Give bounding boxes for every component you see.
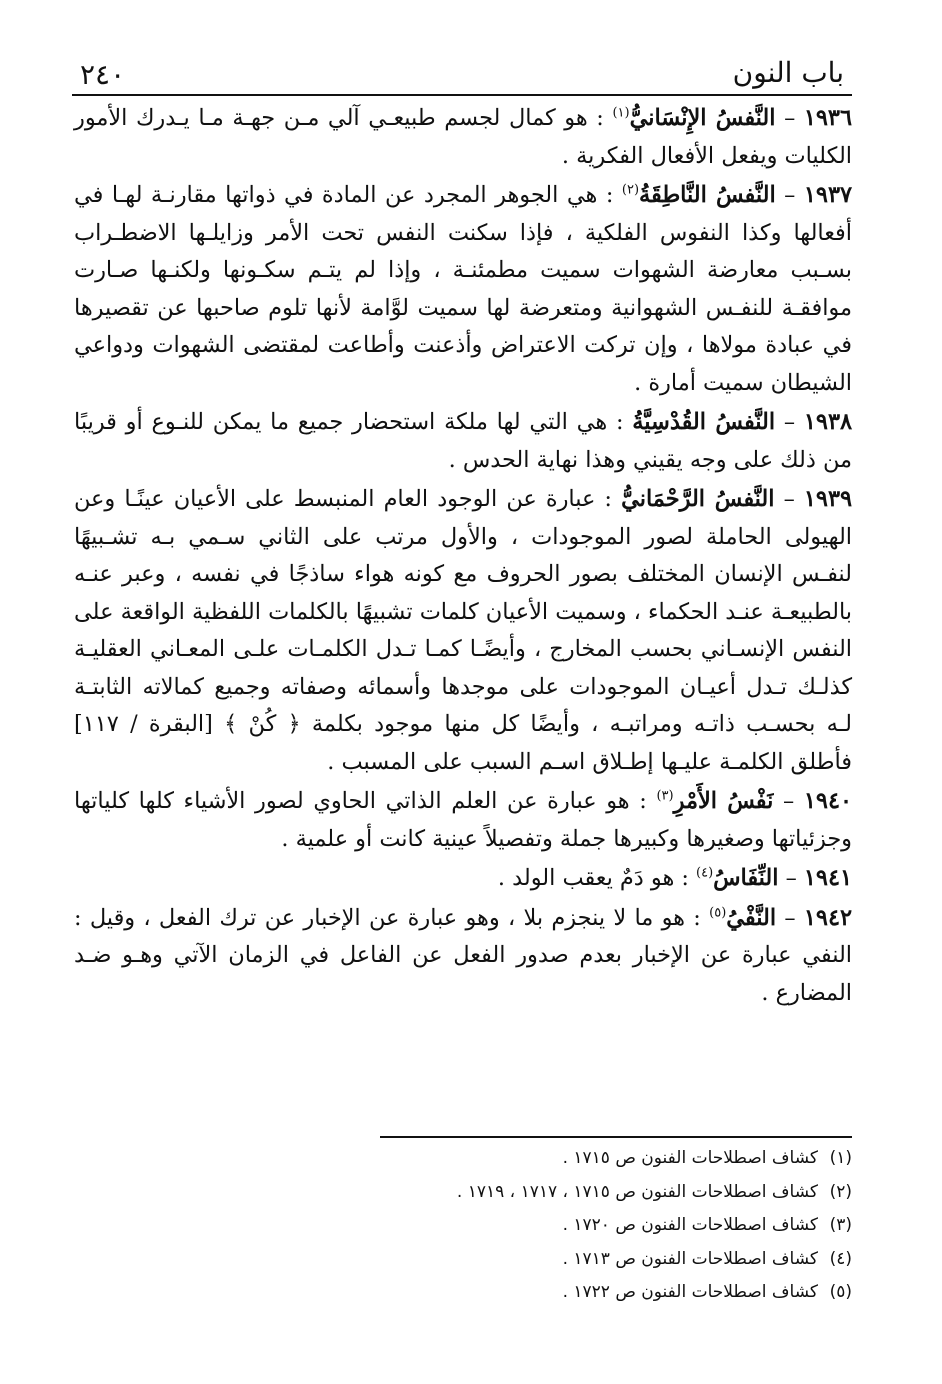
entry-term: النَّفسُ النَّاطِقَةُ (639, 182, 776, 208)
footnote-3 (380, 1209, 852, 1243)
entry-definition: : هي التي لها ملكة استحضار جميع ما يمكن للنـوع أو قريبًا من ذلك على وجه يقيني وهذا نهاية الحدس . (74, 409, 852, 473)
entry-dash: – (776, 904, 804, 931)
entry-number: ١٩٣٩ (803, 486, 852, 512)
entry-dash: – (774, 486, 804, 512)
entry-1941 (74, 860, 852, 898)
footnote-number: (٣) (829, 1215, 852, 1235)
entry-number: ١٩٤٠ (803, 788, 852, 814)
entry-number: ١٩٤٢ (803, 904, 852, 931)
entry-dash: – (775, 105, 804, 131)
entry-number: ١٩٣٦ (803, 105, 852, 131)
entry-term: النَّفسُ القُدْسِيَّةُ (632, 409, 776, 435)
entry-definition: : عبارة عن الوجود العام المنبسط على الأعيان عينًـا وعن الهيولى الحاملة لصور الموجودات ، والأول مرتب على الثاني سـمي بـه تشـبيهًا لنفـس الإنسان المختلف بصور الحروف مع كونه هواء ساذجًا في نفسه ، وعبر عنـه بالطبيعـة عنـد الحكماء ، وسميت الأعيان كلمات تشبيهًا بالكلمات اللفظية الواقعة على النفس الإنسـاني بحسب المخارج ، وأيضًـا كمـا تـدل الكلمـات علـى المعـاني العقليـة كذلـك تـدل أعيـان الموجودات على موجدها وأسمائه وصفاته وجميع كمالاته الثابتـة لـه بحسـب ذاتـه ومراتبـه ، وأيضًا كل منها موجود بكلمة ﴿ كُنْ ﴾ [البقرة / ١١٧] فأطلق الكلمـة عليـها إطـلاق اسـم السبب على المسبب . (74, 486, 852, 775)
footnote-text: كشاف اصطلاحات الفنون ص ١٧١٣ . (562, 1248, 818, 1269)
footnote-5 (380, 1276, 852, 1310)
entry-term: النِّفَاسُ (713, 865, 779, 891)
page-number: ٢٤٠ (80, 58, 126, 91)
footnotes (380, 1136, 852, 1310)
page-header (72, 52, 852, 96)
footnote-text: كشاف اصطلاحات الفنون ص ١٧١٥ ، ١٧١٧ ، ١٧١٩ . (456, 1181, 818, 1202)
entry-term: النَّفْيُ (726, 904, 777, 931)
footnote-2 (380, 1176, 852, 1210)
entry-definition: : هو كمال لجسم طبيعـي آلي مـن جهـة مـا يـدرك الأمور الكليات ويفعل الأفعال الفكرية . (74, 105, 852, 169)
entry-number: ١٩٤١ (803, 865, 852, 891)
running-title: باب النون (732, 56, 844, 89)
footnote-4 (380, 1243, 852, 1277)
entry-1940 (74, 783, 852, 858)
footnote-ref: (٤) (696, 865, 714, 881)
entry-term: نَفْسُ الأَمْرِ (673, 788, 774, 814)
entry-dash: – (778, 865, 804, 891)
entry-definition: : هو ما لا ينجزم بلا ، وهو عبارة عن الإخبار عن ترك الفعل ، وقيل : النفي عبارة عن الإخبار بعدم صدور الفعل عن الفاعل في الزمان الآتي وهـو ضـد المضارع . (74, 904, 852, 1006)
footnote-number: (٤) (829, 1248, 852, 1269)
entry-definition: : هي الجوهر المجرد عن المادة في ذواتها مقارنـة لهـا في أفعالها وكذا النفوس الفلكية ، فإذا سكنت النفس تحت الأمر وزايلـها الاضطـراب بسـبب معارضة الشهوات سميت مطمئنـة ، وإذا لم يتـم سكـونها ولكنـها صـارت موافقـة للنفـس الشهوانية ومتعرضة لها سميت لوَّامة لأنها تلوم صاحبها عن تقصيرها في عبادة مولاها ، وإن تركت الاعتراض وأذعنت وأطاعت لمقتضى الشهوات ودواعي الشيطان سميت أمارة . (74, 182, 853, 396)
footnote-number: (٥) (829, 1282, 852, 1302)
main-text (74, 100, 852, 1014)
footnote-ref: (٥) (709, 905, 727, 921)
entry-term: النَّفسُ الرَّحْمَانيُّ (621, 486, 775, 512)
footnote-ref: (٣) (656, 788, 674, 804)
footnote-text: كشاف اصطلاحات الفنون ص ١٧٢٠ . (562, 1215, 818, 1235)
footnote-number: (١) (829, 1148, 852, 1168)
entry-1937 (74, 177, 852, 402)
entry-1942 (74, 900, 852, 1013)
entry-1938 (74, 404, 852, 479)
entry-number: ١٩٣٧ (803, 182, 852, 208)
footnote-number: (٢) (829, 1181, 852, 1202)
entry-dash: – (773, 788, 804, 814)
entry-dash: – (775, 409, 804, 435)
footnote-ref: (١) (612, 105, 630, 121)
footnote-ref: (٢) (621, 182, 640, 198)
footnote-text: كشاف اصطلاحات الفنون ص ١٧١٥ . (562, 1148, 818, 1168)
entry-number: ١٩٣٨ (803, 409, 852, 435)
entry-definition: : هو دَمٌ يعقب الولد . (497, 865, 697, 891)
footnote-1 (380, 1142, 852, 1176)
entry-definition: : هو عبارة عن العلم الذاتي الحاوي لصور الأشياء كلها كلياتها وجزئياتها وصغيرها وكبيرها جملة وتفصيلاً عينية كانت أو علمية . (74, 788, 852, 852)
entry-dash: – (775, 182, 804, 208)
entry-1936 (74, 100, 852, 175)
entry-term: النَّفسُ الإِنْسَانيُّ (629, 105, 776, 131)
footnote-text: كشاف اصطلاحات الفنون ص ١٧٢٢ . (562, 1282, 818, 1302)
entry-1939 (74, 481, 852, 781)
